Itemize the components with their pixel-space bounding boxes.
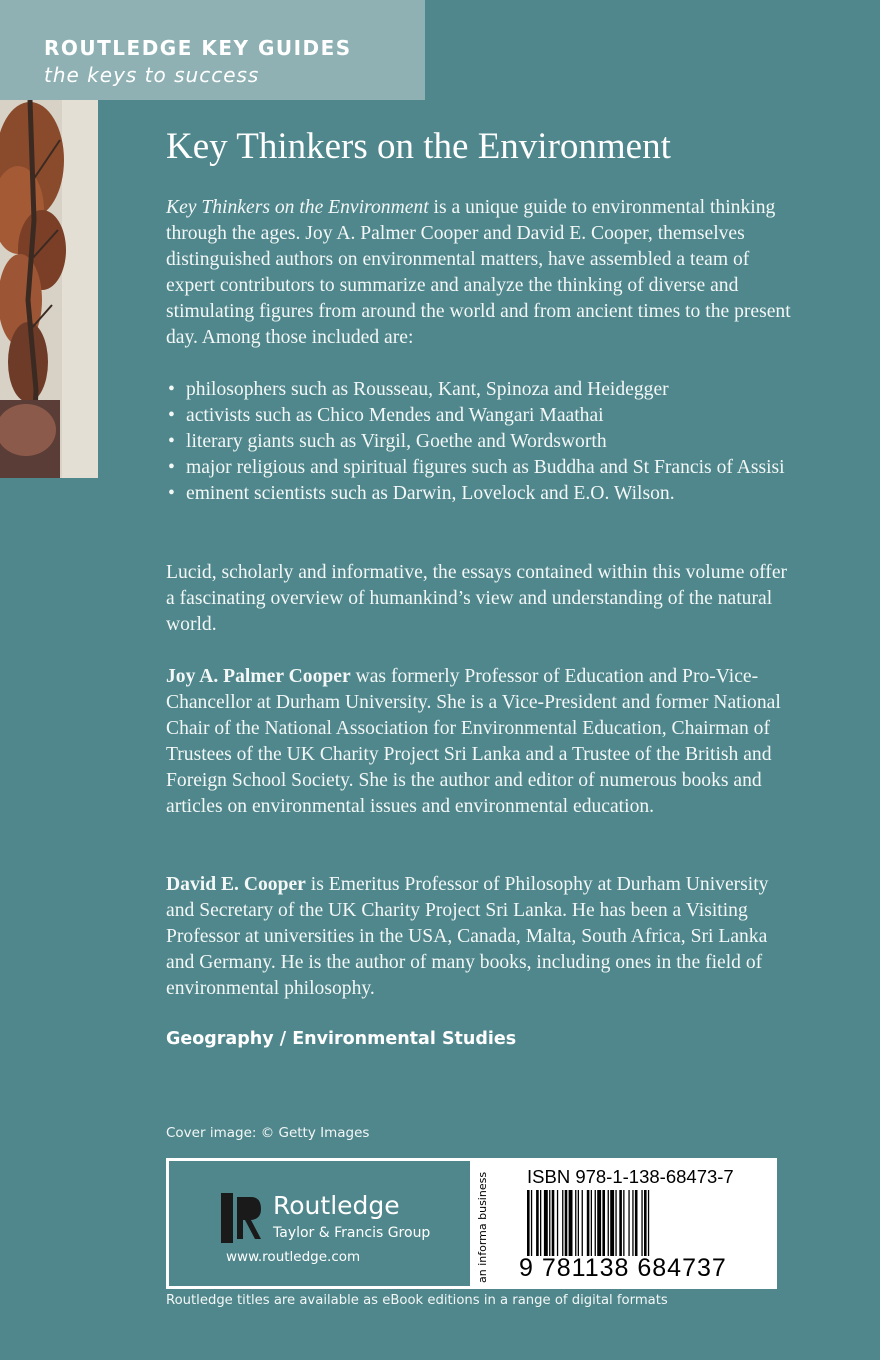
cover-photo (0, 100, 98, 478)
summary-paragraph: Lucid, scholarly and informative, the essays contained within this volume offer a fascinating overview of humankind’s view and understanding of the natural world. (166, 562, 788, 635)
series-name: ROUTLEDGE KEY GUIDES (44, 36, 352, 60)
author-bio-text: was formerly Professor of Education and Pro-Vice-Chancellor at Durham University. She is a Vice-President and former National Chair of the National Association for Environmental Education, Chairman of Trustees of the UK Charity Project Sri Lanka and a Trustee of the British and Foreign School Society. She is the author and editor of numerous books and articles on environmental issues and environmental education. (166, 666, 781, 817)
publisher-group: Taylor & Francis Group (273, 1225, 431, 1241)
book-title: Key Thinkers on the Environment (166, 126, 671, 167)
imprint-text: an informa business (476, 1171, 489, 1283)
author-name: David E. Cooper (166, 874, 306, 895)
list-item: • philosophers such as Rousseau, Kant, Spinoza and Heidegger (166, 377, 796, 403)
routledge-logo-icon (221, 1193, 265, 1243)
ebook-availability-note: Routledge titles are available as eBook editions in a range of digital formats (166, 1293, 668, 1308)
subject-category: Geography / Environmental Studies (166, 1029, 517, 1049)
barcode-icon (527, 1190, 753, 1256)
list-item: • literary giants such as Virgil, Goethe and Wordsworth (166, 429, 796, 455)
intro-book-title: Key Thinkers on the Environment (166, 197, 429, 218)
author-name: Joy A. Palmer Cooper (166, 666, 351, 687)
series-tagline: the keys to success (44, 63, 260, 87)
series-banner (0, 0, 425, 100)
barcode-digits: 9 781138 684737 (519, 1254, 727, 1282)
publisher-url: www.routledge.com (226, 1249, 361, 1265)
intro-paragraph (166, 195, 796, 351)
list-item: • activists such as Chico Mendes and Wangari Maathai (166, 403, 796, 429)
intro-text: is a unique guide to environmental thinking through the ages. Joy A. Palmer Cooper and David E. Cooper, themselves distinguished authors on environmental matters, have assembled a team of expert contributors to summarize and analyze the thinking of diverse and stimulating figures from around the world and from ancient times to the present day. Among those included are: (166, 197, 791, 348)
isbn-label: ISBN 978-1-138-68473-7 (527, 1166, 734, 1187)
author-bio-palmer-cooper (166, 664, 796, 820)
barcode-block (473, 1158, 777, 1289)
list-item: • major religious and spiritual figures such as Buddha and St Francis of Assisi (166, 455, 796, 481)
cover-image-credit: Cover image: © Getty Images (166, 1125, 370, 1141)
publisher-block (166, 1158, 473, 1289)
author-bio-cooper (166, 872, 796, 1002)
publisher-name: Routledge (273, 1191, 400, 1220)
included-figures-list (166, 377, 796, 507)
author-bio-text: is Emeritus Professor of Philosophy at Durham University and Secretary of the UK Charity Project Sri Lanka. He has been a Visiting Professor at universities in the USA, Canada, Malta, South Africa, Sri Lanka and Germany. He is the author of many books, including ones in the field of environmental philosophy. (166, 874, 769, 999)
list-item: • eminent scientists such as Darwin, Lovelock and E.O. Wilson. (166, 481, 796, 507)
